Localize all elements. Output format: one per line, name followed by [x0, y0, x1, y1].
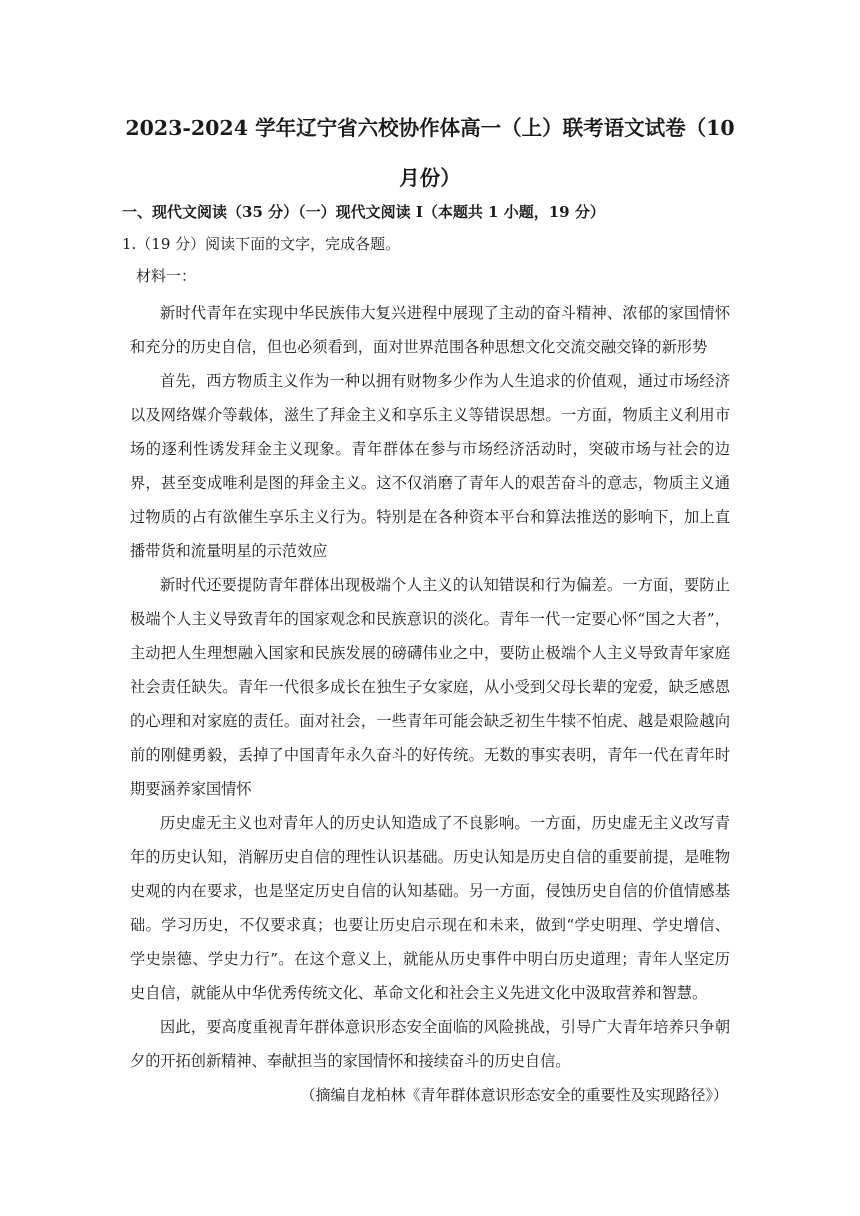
- source-citation: （摘编自龙柏林《青年群体意识形态安全的重要性及实现路径》）: [300, 1086, 728, 1104]
- paragraph-individualism: 新时代还要提防青年群体出现极端个人主义的认知错误和行为偏差。一方面，要防止极端个人主义导致青年的国家观念和民族意识的淡化。青年一代一定要心怀“国之大者”，主动把人生理想融入国家和民族发展的磅礴伟业之中，要防止极端个人主义导致青年家庭社会责任缺失。青年一代很多成长在独生子女家庭，从小受到父母长辈的宠爱，缺乏感恩的心理和对家庭的责任。面对社会，一些青年可能会缺乏初生牛犊不怕虎、越是艰险越向前的刚健勇毅，丢掉了中国青年永久奋斗的好传统。无数的事实表明，青年一代在青年时期要涵养家国情怀: [130, 576, 730, 798]
- section-heading: 一、现代文阅读（35 分）（一）现代文阅读 I（本题共 1 小题，19 分）: [122, 203, 605, 221]
- paragraph-historical-nihilism: 历史虚无主义也对青年人的历史认知造成了不良影响。一方面，历史虚无主义改写青年的历史认知，消解历史自信的理性认识基础。历史认知是历史自信的重要前提，是唯物史观的内在要求，也是坚定历史自信的认知基础。另一方面，侵蚀历史自信的价值情感基础。学习历史，不仅要求真；也要让历史启示现在和未来，做到“学史明理、学史增信、学史崇德、学史力行”。在这个意义上，就能从历史事件中明白历史道理；青年人坚定历史自信，就能从中华优秀传统文化、革命文化和社会主义先进文化中汲取营养和智慧。: [130, 814, 730, 1002]
- paragraph-materialism: 首先，西方物质主义作为一种以拥有财物多少作为人生追求的价值观，通过市场经济以及网络媒介等载体，滋生了拜金主义和享乐主义等错误思想。一方面，物质主义利用市场的逐利性诱发拜金主义现象。青年群体在参与市场经济活动时，突破市场与社会的边界，甚至变成唯利是图的拜金主义。这不仅消磨了青年人的艰苦奋斗的意志，物质主义通过物质的占有欲催生享乐主义行为。特别是在各种资本平台和算法推送的影响下，加上直播带货和流量明星的示范效应: [130, 372, 730, 560]
- paragraph-intro: 新时代青年在实现中华民族伟大复兴进程中展现了主动的奋斗精神、浓郁的家国情怀和充分的历史自信，但也必须看到，面对世界范围各种思想文化交流交融交锋的新形势: [130, 304, 730, 356]
- question-intro: 1.（19 分）阅读下面的文字，完成各题。: [122, 235, 401, 253]
- material-label: 材料一：: [136, 267, 197, 285]
- exam-title: 2023-2024 学年辽宁省六校协作体高一（上）联考语文试卷（10 月份）: [125, 116, 735, 190]
- paragraph-conclusion: 因此，要高度重视青年群体意识形态安全面临的风险挑战，引导广大青年培养只争朝夕的开拓创新精神、奉献担当的家国情怀和接续奋斗的历史自信。: [130, 1018, 730, 1070]
